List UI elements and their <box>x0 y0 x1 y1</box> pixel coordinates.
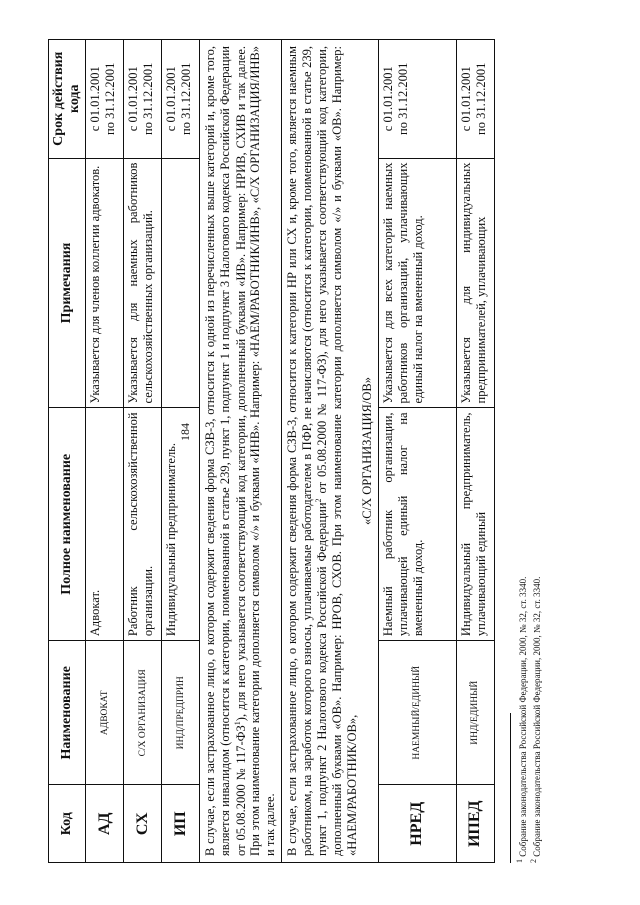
table-row <box>378 40 456 863</box>
footnote-mark: 1 <box>515 859 524 863</box>
row-name: ИНД/ПРЕДПРИН <box>162 641 200 785</box>
row-note <box>162 158 200 408</box>
table-row <box>86 40 124 863</box>
category-codes-table <box>48 39 495 863</box>
row-code: ИП <box>162 785 200 863</box>
date-to: по 31.12.2001 <box>395 62 410 135</box>
row-full-name: Работник сельскохозяйственной организации. <box>124 408 162 641</box>
paragraph-text: В случае, если застрахованное лицо, о котором содержит сведения форма СЗВ-3, относится к одной из перечисленных выше категорий и, кроме того, является инвалидом (относится к категории, поименованной в статье 239, пункт 1, подпункт 1 и подпункт 3 Налогового кодекса Российской Федерации от 05.08.2000 № 117-ФЗ <box>203 46 248 856</box>
table-header-row <box>49 40 86 863</box>
header-notes: Примечания <box>49 158 86 408</box>
row-note: Указывается для наемных работников сельскохозяйственных организаций. <box>124 158 162 408</box>
row-code: НРЕД <box>378 785 456 863</box>
row-name: ИНД/ЕДИНЫЙ <box>456 641 494 785</box>
footnotes <box>510 39 543 863</box>
paragraph-text: В случае, если застрахованное лицо, о котором содержит сведения форма СЗВ-3, относится к категории НР или СХ и, кроме того, является наемным работником, на заработок которого взносы, уплачиваемые работодателем в ПФР, не начисляются (относится к категории, поименованной в статье 239, пункт 1, подпункт 2 Налогового кодекса Российской Федерации <box>284 46 330 856</box>
header-code: Код <box>49 785 86 863</box>
table-row <box>162 40 200 863</box>
table-row <box>456 40 494 863</box>
row-name: НАЕМНЫЙ/ЕДИНЫЙ <box>378 641 456 785</box>
header-validity: Срок действия кода <box>49 40 86 159</box>
row-full-name: Индивидуальный предприниматель, уплачивающий единый <box>456 408 494 641</box>
row-validity <box>162 40 200 159</box>
footnote <box>529 39 543 863</box>
date-to: по 31.12.2001 <box>179 62 193 135</box>
date-from: с 01.01.2001 <box>126 66 140 132</box>
row-validity <box>456 40 494 159</box>
footnote <box>515 39 529 863</box>
footnote-text: Собрание законодательства Российской Федерации, 2000, № 32, ст. 3340. <box>518 576 528 857</box>
ov-paragraph <box>281 40 378 863</box>
date-to: по 31.12.2001 <box>141 62 155 135</box>
table-row <box>124 40 162 863</box>
disability-paragraph-row <box>200 40 282 863</box>
row-name: АДВОКАТ <box>86 641 124 785</box>
footnote-ref: 1 <box>232 721 242 726</box>
date-to: по 31.12.2001 <box>473 62 488 135</box>
page-number: 184 <box>178 423 192 441</box>
row-full-name: Адвокат. <box>86 408 124 641</box>
row-note: Указывается для всех категорий наемных работников организаций, уплачивающих единый налог на вмененный доход. <box>378 158 456 408</box>
paragraph-text-cont: ), для него указывается соответствующий код категории, дополненный буквами «ИВ». Например: НРИВ, СХИВ и так далее. При этом наименование категории дополняется символом «/» и буквами «ИНВ». Например: «НАЕМ/РАБОТНИК/ИНВ», «С/Х ОРГАНИЗАЦИЯ/ИНВ» и так далее. <box>233 45 278 856</box>
footnote-divider <box>510 713 511 863</box>
date-from: с 01.01.2001 <box>164 66 178 132</box>
date-to: по 31.12.2001 <box>103 62 117 135</box>
footnote-text: Собрание законодательства Российской Федерации, 2000, № 32, ст. 3340. <box>532 576 543 857</box>
disability-paragraph <box>200 40 282 863</box>
header-name: Наименование <box>49 641 86 785</box>
row-code: СХ <box>124 785 162 863</box>
paragraph-text-cont: от 05.08.2000 № 117-ФЗ), для него указывается соответствующий код категории, дополненный буквами «ОВ». Например: НРОВ, СХОВ. При этом наименование категории дополняется символом «/» и буквами «ОВ». Например: «НАЕМ/РАБОТНИК/ОВ», <box>315 46 360 856</box>
date-from: с 01.01.2001 <box>380 66 395 132</box>
date-from: с 01.01.2001 <box>458 66 473 132</box>
row-note: Указывается для индивидуальных предпринимателей, уплачивающих <box>456 158 494 408</box>
row-code: ИПЕД <box>456 785 494 863</box>
rotated-page-content <box>48 39 596 863</box>
row-full-name: Индивидуальный предприниматель. <box>162 408 200 641</box>
row-code: АД <box>86 785 124 863</box>
paragraph-last-line: «С/Х ОРГАНИЗАЦИЯ/ОВ» <box>359 377 374 525</box>
footnote-ref: 2 <box>314 498 324 503</box>
row-validity <box>378 40 456 159</box>
row-validity <box>86 40 124 159</box>
row-note: Указывается для членов коллегии адвокатов. <box>86 158 124 408</box>
date-from: с 01.01.2001 <box>88 66 102 132</box>
row-validity <box>124 40 162 159</box>
footnote-mark: 2 <box>529 859 539 863</box>
header-full-name: Полное наименование <box>49 408 86 641</box>
row-full-name: Наемный работник организации, уплачивающей единый налог на вмененный доход. <box>378 408 456 641</box>
ov-paragraph-row <box>281 40 378 863</box>
row-name: С/Х ОРГАНИЗАЦИЯ <box>124 641 162 785</box>
